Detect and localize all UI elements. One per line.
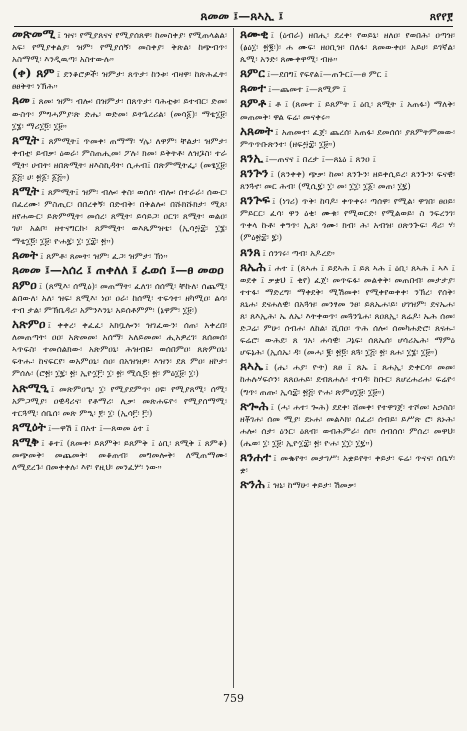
dictionary-entry — [12, 421, 227, 435]
entry-headword: መጽመሚ — [12, 28, 56, 41]
entry-definition: ፤—ጠናና ፤ በረታ ፤—ጸኒዕ ፤ ጸንዐ ፤ — [265, 154, 376, 165]
right-column — [240, 28, 455, 688]
entry-definition: ፤ ቀቀረ፡ ቀፈፈ፡ አክቧሎን፡ ዝገፈውን፡ ሰጠ፡ አቀረበ፡ ለመጠጣት፡ ዐዐ፡ አጽመመ፡ አሰማ፡ አለይመመ፡ ሒአዎረገ፡ ጸሰመሰ፡ ኣጥፍስ፡ ተመሰልክው፡ አጽምዐኒ፡ ሕዝብዬ፡ ወሰበምዐ፡ ጸጽምዐኒ፡ ፍትሑ፡ ከናፍርየ፡ ወአምዐኒ፡ ሰዐ፡ በአዝዝዎ፡ እዝን፡ ደጸ ምዐ፡ ዘኮታ፡ ምሰሉ፡ (ሮ፳፡ ፲፯፡ ፳፡ ኢዮ፲፫፡ ፲፡ ፳፡ ሚሲ፬፡ ፳፡ ምዕ፲፱፡ ፲፡) — [12, 321, 227, 380]
dictionary-entry — [12, 134, 227, 184]
entry-headword: (ቀ) ጸም — [12, 66, 55, 81]
entry-definition: ፤ መጽምዐዒ፡ ፲፡ የሚያደምጥ፡ ዐዩ፡ የሚያጸሚ፡ ሰሚ፡ አምጋሚያ፡ ዐዊዳሪና፡ የቶማሪ፡ ሊቃ፡ መጽሐፍዮ፡ የሚያሰማሚ፡ ተርጓሚ፡ ሰቤሰ፡ መጽ ምዒ፡ ፻፡ ፲፡ (ኢሳ፫፡ ፫፡) — [12, 384, 227, 419]
entry-definition: ፤ ጸምሚት፤ ጥመቀ፡ ጠማማ፡ ሃሌ፡ ለዋም፡ ቸልታ፡ ዝምታ፡ ቀብቲ፡ ይብቃ፡ ዕወራ፡ ምስጠሒመ፡ ፖሉ፡ ክመ፡ ይቅትቶ፡ ለዝጔስ፡ ተራ ሚት፡ ሀብት፡ ዘበጽሚት፡ ዘእስኪዳት፡ ሲሐብ፤ በጽምሚትፌ፡ (መፄ፲፱፡ ፩፭፡ ሀ፡ ፳፩፡ ፩፭።) — [12, 136, 227, 184]
dictionary-columns — [12, 28, 455, 688]
entry-definition: ፤—ጨመተ ፤—ጸሚም ፤ — [267, 85, 347, 96]
entry-headword: ጸመ — [12, 93, 30, 108]
dictionary-entry — [240, 261, 455, 360]
dictionary-entry — [240, 82, 455, 96]
page-number: 759 — [223, 692, 244, 705]
entry-headword: ጸመመ ፤—አሰረ ፤ ጠቀለለ ፤ ፈወሰ ፤—ፀ መወዐ — [12, 262, 224, 277]
dictionary-entry — [240, 28, 455, 66]
entry-headword: ጸሚት — [12, 132, 40, 147]
dictionary-entry — [12, 279, 227, 317]
entry-definition: ፤—ዋሽ ፤ በአተ ፤—ጸወመ ዕተ ፤ — [47, 423, 150, 434]
entry-headword: ጸምዐ — [12, 277, 37, 292]
entry-headword: ጸሙቂ — [240, 28, 269, 41]
entry-definition: ፤ (ዕብራ) ዘበሒ፡ ደረቀ፡ የወይኒ፡ ዘለዐ፡ የወበሕ፡ ዐጣዝ፡ (ፅዕ፲፡ ፳፪፡)፡ ሐ ሙፍ፡ ዘዐቢዝ፡ በለፋ፡ ጸመውቀዐ፡ አይሀ፡ ይገኛል፡ ጴሚ፡ አንድ፡ ጸሙቀዋሚ፡ ብዙ። — [240, 31, 455, 66]
dictionary-entry — [12, 436, 227, 474]
entry-definition: ፤ አጠመተ፡ ፈጀ፡ ጨረሰ፡ አጠፋ፡ ደመሰሰ፡ ያጸምትምመው፡ ምጥጥቡጽንተ፡ (ዘፍ፵፰፡ ፲፱።) — [240, 127, 455, 150]
dictionary-entry — [240, 400, 455, 450]
entry-headword: ጸመት — [12, 247, 38, 262]
entry-headword: ጸሚዕት — [12, 419, 46, 434]
dictionary-entry — [12, 264, 227, 278]
dictionary-entry — [240, 451, 455, 477]
entry-headword: ጸንጕፍ — [240, 193, 270, 208]
dictionary-entry — [240, 360, 455, 398]
page-code: ጸየየ፻ — [429, 10, 453, 23]
entry-definition: ፤ (ሔ፡ ሐያ፡ ዮት) ጸፀ ፤ ጸኡ ፤ ጸሐኢ፡ ድቀርሳ፡ መመ፡ ከሐሉሃፍሶን፡ ጸጸዐሐይ፡ ደብጸሐሉ፡ ተባዳ፡ ከቡር፡ ጸሆረሐሪሐ፡ ፍሬዮ፡ (ግጥ፡ ጠጡ፡ ኢሳ፰፡ ፳፭፡ ዮሐ፡ ጽምሀ፲፱፡ ፲፱።) — [240, 363, 455, 398]
entry-definition: ፤ ደንቆሮዎች፡ ዝምታ፡ ጸጥታ፡ ከንቱ፡ ብዛዋ፡ ከጽሕፈት፡ ፀፀቅት፡ ነኽሕ። — [12, 70, 227, 93]
entry-definition: ፤ ሰንገሩ፡ ጣብ፡ አዶረደ። — [262, 248, 335, 259]
entry-headword: ጸኤሕ — [240, 259, 266, 274]
entry-headword: ጸምር — [240, 66, 265, 81]
entry-headword: አጽሚዒ — [12, 380, 49, 395]
entry-definition: ፤ ቆተ፤ (ጸመቀ፡ ይጸምቅ፡ ይጸምቅ ፤ ዕቢ፡ ጸሚቅ ፤ ጸምቆ) መጭመቅ፡ መጨመቅ፡ መቆጠብ፡ መግመሎቅ፡ ለሚጠማሙ፡ ለሚደረጉ፡ በመቀቀሉ፡ እየ፡ የዚህ፡ መንፈሦ፡ ነው። — [12, 438, 227, 474]
entry-definition: ፤ (ነገሪ) ጥቅ፡ ከባዶ፡ ቀጥቀሩ፡ ጣሰዋ፡ የሚል፡ ዋገበ፡ ፀዐይ፡ ምይርር፡ ፈሳ፡ ዋን ዕቂ፡ ሙቁ፡ የሚወርድ፡ የሚልወይ፡ ስ ንፍረንገ፡ ጥቀላ ኩቶ፡ ቀዓጥ፡ ኢጸ፡ ጎሙ፡ ክብ፡ ሕ፡ አብዝ፡ ዐጽንጕፍ፡ ዳሪ፡ ሃ፡ (ምዕ፳፰፡ ፯፡) — [240, 197, 455, 244]
page-header — [14, 4, 453, 27]
entry-headword: ጸመተ — [240, 81, 266, 96]
dictionary-entry — [240, 194, 455, 244]
dictionary-entry — [240, 246, 455, 260]
entry-headword: ጸንሐተ — [240, 450, 272, 464]
entry-headword: ጸሚት — [12, 184, 40, 199]
entry-definition: ፤ ቶ ፤ (ጸመተ ፤ ይጸምት ፤ ዕቢ፡ ጸሚት ፤ አጠፋ፡) ማለቅ፡ መጠመቅ፡ ዋል ፍሬ፡ መናቀሩ። — [240, 100, 455, 123]
entry-headword: ጸምቶ — [240, 96, 267, 111]
dictionary-entry — [240, 97, 455, 123]
dictionary-entry — [12, 67, 227, 93]
entry-headword: አጽምዐ — [12, 317, 46, 332]
entry-definition: ፤ (ጸንቀቀ) ጭቃ፡ ከመ፡ ጸንጕን፡ ዘይቀሲይረ፡ ጸንጕን፡ ፍናዊ፡ ጸንጓኖ፡ መር ሕብ፡ (ሚሲ፯፡ ፲፡ መ፡ ፲፲፡ ፲፩፡ መጠ፡ ፲፯) — [240, 169, 455, 193]
entry-headword: ጸሚቅ — [12, 434, 40, 449]
entry-headword: ጽንሕ — [240, 477, 265, 492]
running-head: ጸመመ ፤—ጸኣኢ ፤ — [200, 9, 284, 23]
dictionary-entry — [12, 185, 227, 247]
column-divider — [233, 28, 234, 688]
dictionary-entry — [240, 125, 455, 151]
entry-headword: ጸንጕን — [240, 165, 269, 180]
entry-definition: ፤ ጸምሚት፤ ዝም፡ ብሎ፡ ቀስ፡ ወሰሰ፡ ብሎ፡ በተራራ፡ ሰውር፡ በፈረሙ፡ ምስጢር፡ በበረቀኝ፡ በድብቅ፡ በቅልሎ፡ በሹክሹክታ፡ ሚጸ፡ ዘየሐውር፡ ይጽምሚት፡ መሰረ፡ ጸሚት፡ ይሳይጋ፡ ዐርገ፡ ጸሚት፡ ወልዐ፡ ገሀ፡ አልቦ፡ ዘተናግርኩ፡ ጸምሚት፡ ወእጼምዝቴ፡ (ኢሳ፵፰፡ ፲፮፡ ማቴ፲፬፡ ፲፱፡ ዮሐ፯፡ ፲፡ ፲፰፡ ፳።) — [12, 188, 227, 247]
entry-definition: ፤ ጸምቶ፡ ጸመት፡ ዝም፡ ፈጋ፡ ዝምታ፡ ኽነ። — [39, 251, 168, 262]
dictionary-entry — [240, 152, 455, 166]
left-column — [12, 28, 227, 688]
entry-definition: ፤ ሐተ ፤ (ጸኣሐ ፤ ይደኣሕ ፤ ይጸ ኣሕ ፤ ዕቢ፡ ጸኣሕ ፤ ኣእ ፤ ወደቀ ፤ ቃቋህ ፤ ቂየ) ፈጀ፡ መጥፍፋ፡ መልቀቅ፡ መጠበብ፡ መታታያ፡ ተተፋ፡ ማድረግ፡ ማቀደቅ፡ ሚሽመቀ፡ የሚቀየወቀቀ፡ ንኽረ፡ የሰቅ፡ ጸኒሐ፡ ደናሐለዊ፡ በአጓዝ፡ መንፃመ ንፀ፡ ይጸኤሐ፡ይ፡ ሀገዝም፡ ደናኤሐ፡ ጸ፡ ጸእኢሕ፡ ኤ ለኤ፡ እትቀወጥ፡ መጓንጌሐ፡ ጸዐጸኢ፡ ጸሬዶ፡ ኤሕ ሰመ፡ ድጋሬ፡ ምሁ፡ ሰብሐ፡ ለከል፡ ሺበዐ፡ ጥሕ ሰሎ፡ ሰመካሐድሮ፡ ጸናሑ፡ ፍሬሮ፡ ውሕደ፡ ጸ ገአ፡ ሐሳዊ፡ ጋኔፍ፡ ሰጸኤሰ፡ ሆሳሪኤሕ፡ ማምዕ ሆፍኔሕ፡ (ኢሰኤ፡ ዳ፡ (መሓ፡ ፪፡ ፳፬፡ ጸጓ፡ ፲፭፡ ፳፡ ጸሐ፡ ፲፮፡ ፲፱።) — [240, 263, 455, 359]
entry-definition: ፤ ዝኒ፡ ከማሁ፡ ቀይታ፡ ሽመቃ፡ — [266, 481, 356, 492]
dictionary-entry — [12, 318, 227, 380]
dictionary-entry — [12, 382, 227, 420]
entry-definition: ፤ ጸመ፡ ዝም፡ ብሎ፡ በዝምታ፡ በጸጥታ፡ ባሕቲቱ፡ ይተብር፡ ድመ፡ ውስጥ፡ ምግሓምያ፡ጽ ድሔ፡ ወድመ፡ ይትጌረሪል፡ (መሳ፩)፡ ማቴ፲፱፡ ፲፮፡ ማሪ፲፬፡ ፲፱። — [12, 97, 227, 132]
entry-definition: ፤—ደበግ፤ የፍየል፤—ጠጕር፤—ፀ ምር ፤ — [266, 70, 388, 81]
dictionary-entry — [12, 28, 227, 66]
entry-headword: ጸንኢ — [240, 150, 264, 165]
dictionary-entry — [240, 67, 455, 81]
dictionary-entry — [240, 167, 455, 193]
entry-definition: ፤ ዝና፡ የሚያጸናና የሚያሰጸዋ፡ ከመስቀያ፡ የሚጠላልል፡ አፍ፡ የሚያቀልያ፡ ዝም፡ የሚያሰኝ፡ መስቀያ፡ ቅጽል፡ ከጭብጥ፡ አስማሚ፡ እንዲዉጣ፡ አስተውሉ። — [12, 31, 227, 66]
entry-headword: ጽጐሕ — [240, 398, 269, 413]
entry-headword: አጸመት — [240, 123, 274, 138]
entry-headword: ጸንጸ — [240, 244, 261, 259]
entry-definition: ፤ መቈየት፡ መታገሥ፡ አቋይየት፡ ቀይታ፡ ፍሬ፡ ጥናና፡ ሰቤሃ፡ ቋ፡ — [240, 454, 455, 477]
dictionary-entry — [12, 249, 227, 263]
entry-definition: ፤ (ሓ፡ ሐተ፡ ጐሕ) ደደቀ፡ ሸመቀ፡ የተዋገጀ፡ ተሾመ፡ አኃስስ፡ ዘቾገሐ፡ ሰመ ሚያ፡ ደኑሐ፡ መልእክ፡ ሰፈሪ፡ ሰብይ፡ ይሥጽ ሮ፡ ጸኑሕ፡ ሐሎ፡ ሰታ፡ ዕንር፡ ዕጸብ፡ ወብሕምራ፡ ሰቦ፡ ሰብሰሰ፡ ምሰረ፡ መዋህ፡ (ሔወ፡ ፲፡ ፲፱፡ ኢዮ፲፰፡ ፳፡ ዮሐ፡ ፲፲፡ ፲፯።) — [240, 402, 455, 449]
entry-definition: ፤ (ጸሚእ፡ ሰሚዕ)፡ መጠማት፡ ፈለገ፡ ሰሰሚ፡ ቸኩለ፡ ሰጨሚ፡ ልበውለ፡ አለ፡ ዝፍ፡ ጸሚእ፡ ነዐ፡ ዐራ፡ ከሰሚ፡ ተፍጎተ፡ ዘካሚዐ፡ ልሳ፡ ተብ ታል፡ ምኽቤዳሪ፡ አምንእንኒ፡ አይሰቶምም፡ (ኔዋም፡ ፲፱፡) — [12, 281, 227, 316]
dictionary-entry — [240, 478, 455, 492]
dictionary-entry — [12, 94, 227, 132]
entry-headword: ጸኣኤ — [240, 359, 264, 374]
